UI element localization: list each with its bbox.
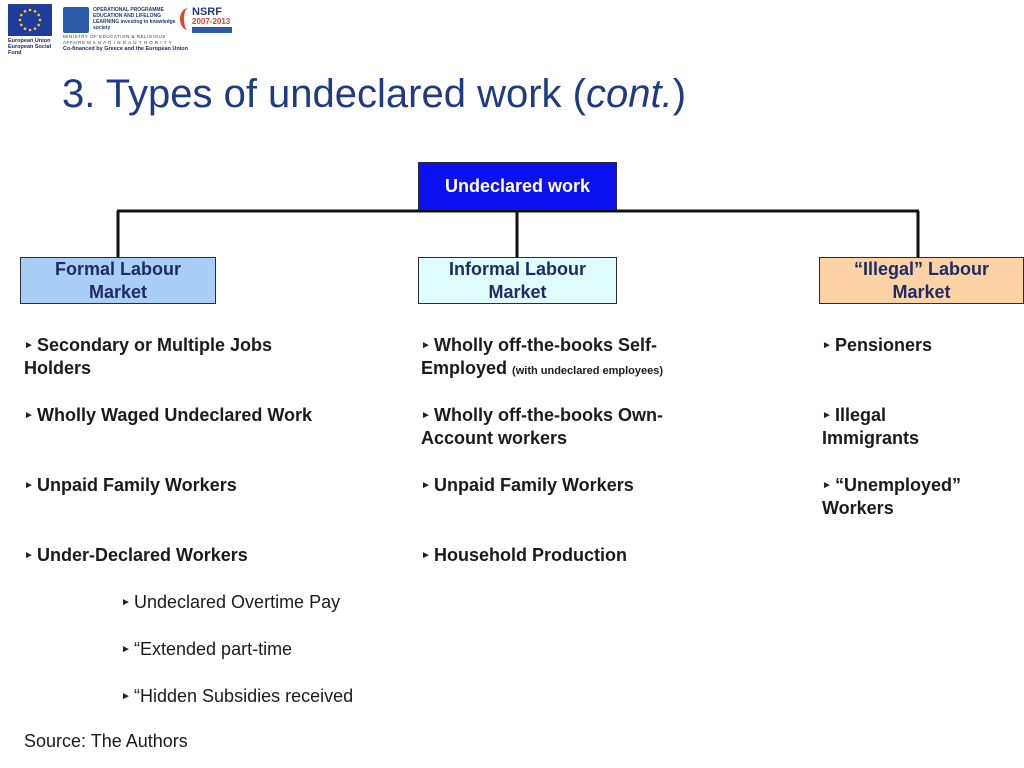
title-main: 3. Types of undeclared work (: [62, 72, 586, 116]
page-title: [62, 72, 686, 117]
source-note: Source: The Authors: [24, 731, 188, 751]
op-logo-text: OPERATIONAL PROGRAMME EDUCATION AND LIFELONG LEARNING investing in knowledge society: [93, 7, 176, 31]
informal-item-text: Employed: [421, 358, 508, 378]
illegal-item-text: Pensioners: [835, 335, 933, 355]
formal-item-secondary-jobs: [24, 334, 384, 380]
formal-label-line1: Formal Labour: [54, 258, 181, 279]
illegal-labour-market-box: [819, 257, 1024, 304]
bullet-arrow-icon: ►: [24, 550, 34, 561]
informal-label-line1: Informal Labour: [448, 258, 586, 279]
formal-item-text: Holders: [24, 358, 92, 378]
informal-item-text: Unpaid Family Workers: [434, 475, 634, 495]
bullet-arrow-icon: ►: [121, 644, 131, 655]
op-logo-icon: [63, 7, 89, 33]
informal-item-unpaid-family: [421, 474, 751, 497]
eu-stars-icon: [8, 4, 52, 36]
formal-subitem-extended-part-time: [121, 638, 421, 661]
illegal-label-line2: Market: [892, 281, 951, 302]
nsrf-name: NSRF: [192, 6, 222, 18]
formal-subitem-hidden-subsidies: [121, 685, 421, 708]
illegal-item-pensioners: [822, 334, 1017, 357]
illegal-item-text: Immigrants: [822, 428, 920, 448]
informal-item-self-employed: [421, 334, 751, 383]
formal-subitem-text: “Hidden Subsidies received: [134, 686, 354, 706]
undeclared-work-box: [418, 162, 617, 210]
bullet-arrow-icon: ►: [24, 480, 34, 491]
bullet-arrow-icon: ►: [421, 480, 431, 491]
informal-item-text: Household Production: [434, 545, 627, 565]
formal-subitem-text: “Extended part-time: [134, 639, 293, 659]
bullet-arrow-icon: ►: [421, 340, 431, 351]
nsrf-logo: [180, 6, 234, 40]
ministry-text: MINISTRY OF EDUCATION & RELIGIOUS AFFAIRS M A N A G I N G A U T H O R I T Y: [63, 34, 173, 45]
title-close: ): [672, 72, 687, 116]
bullet-arrow-icon: ►: [24, 340, 34, 351]
formal-subitem-text: Undeclared Overtime Pay: [134, 592, 341, 612]
bullet-arrow-icon: ►: [24, 410, 34, 421]
illegal-item-unemployed: [822, 474, 1017, 520]
informal-labour-market-box: [418, 257, 617, 304]
informal-item-text: Account workers: [421, 428, 568, 448]
informal-item-text: Wholly off-the-books Own-: [434, 405, 663, 425]
formal-item-text: Under-Declared Workers: [37, 545, 248, 565]
bullet-arrow-icon: ►: [822, 480, 832, 491]
informal-item-own-account: [421, 404, 751, 450]
eu-flag-logo: [8, 4, 52, 36]
formal-item-text: Wholly Waged Undeclared Work: [37, 405, 313, 425]
formal-item-text: Secondary or Multiple Jobs: [37, 335, 273, 355]
informal-item-note: (with undeclared employees): [512, 365, 664, 377]
title-italic: cont.: [585, 72, 673, 116]
eu-caption: European Union European Social Fund: [8, 38, 52, 56]
nsrf-bar: [192, 27, 232, 33]
root-label: Undeclared work: [444, 175, 591, 196]
cofinance-text: Co-financed by Greece and the European Union: [63, 46, 188, 52]
operational-programme-logo: [63, 7, 176, 35]
illegal-item-immigrants: [822, 404, 1017, 450]
illegal-item-text: “Unemployed”: [835, 475, 962, 495]
header-logos: [8, 4, 233, 54]
illegal-label-line1: “Illegal” Labour: [853, 258, 990, 279]
informal-item-text: Wholly off-the-books Self-: [434, 335, 657, 355]
nsrf-years: 2007-2013: [192, 17, 231, 26]
formal-item-unpaid-family: [24, 474, 394, 497]
bullet-arrow-icon: ►: [822, 340, 832, 351]
formal-item-waged-undeclared: [24, 404, 394, 427]
illegal-item-text: Illegal: [835, 405, 887, 425]
bullet-arrow-icon: ►: [421, 410, 431, 421]
formal-item-under-declared: [24, 544, 394, 567]
bullet-arrow-icon: ►: [822, 410, 832, 421]
illegal-item-text: Workers: [822, 498, 894, 518]
bullet-arrow-icon: ►: [121, 691, 131, 702]
informal-item-household-production: [421, 544, 751, 567]
bullet-arrow-icon: ►: [421, 550, 431, 561]
bullet-arrow-icon: ►: [121, 597, 131, 608]
formal-labour-market-box: [20, 257, 216, 304]
formal-subitem-overtime: [121, 591, 421, 614]
informal-label-line2: Market: [488, 281, 547, 302]
formal-item-text: Unpaid Family Workers: [37, 475, 237, 495]
formal-label-line2: Market: [88, 281, 147, 302]
